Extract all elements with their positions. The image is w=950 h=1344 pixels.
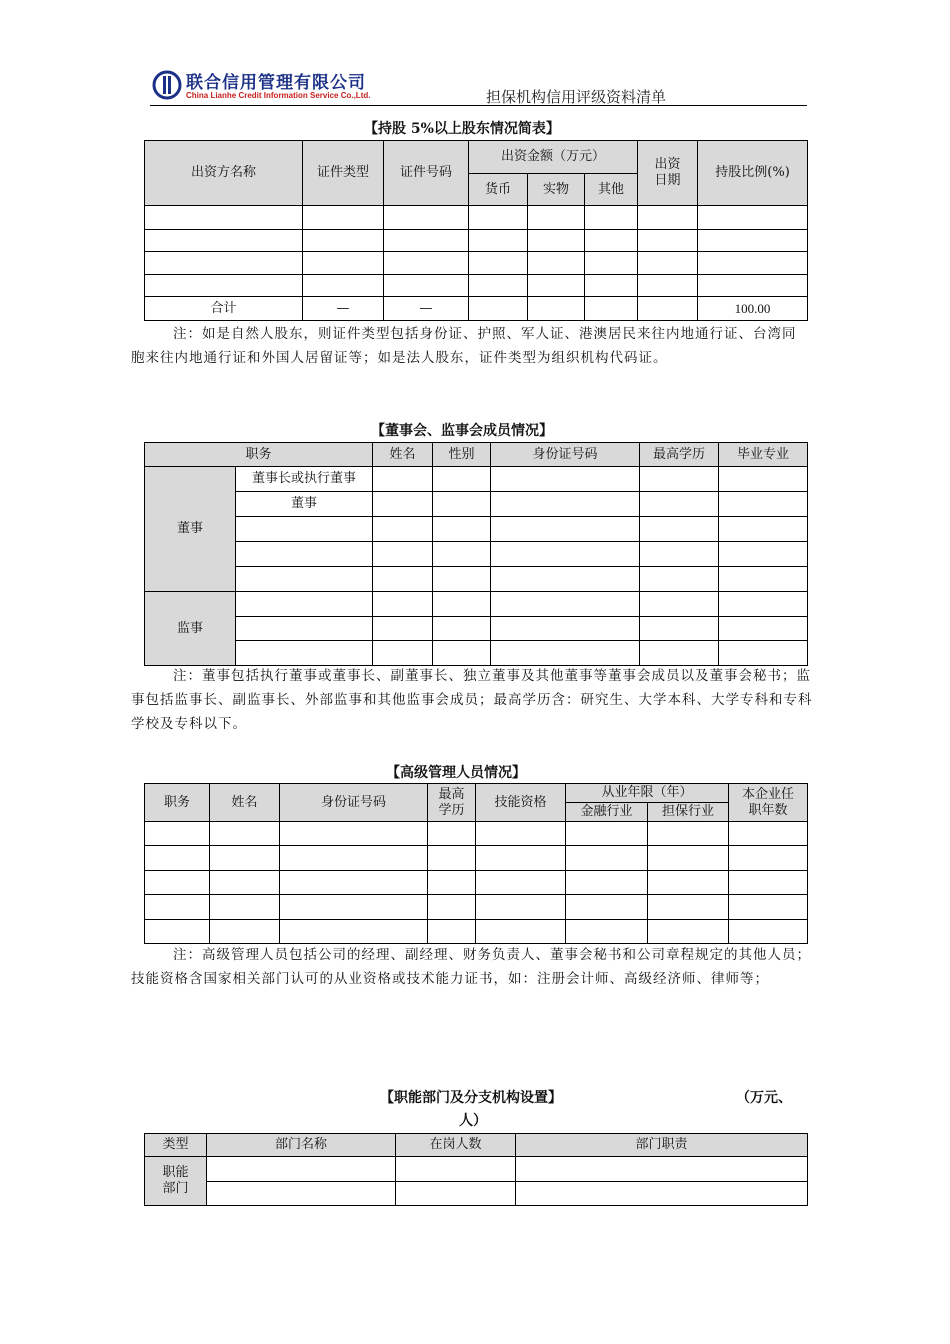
company-name-logo: 联合信用管理有限公司 [186, 73, 366, 93]
total-id-type-dash: — [303, 297, 384, 321]
departments-unit-b: 人） [459, 1113, 487, 1129]
col-header-name: 姓名 [210, 784, 280, 822]
table-row [145, 920, 808, 944]
col-header-name: 姓名 [373, 443, 433, 467]
col-header-date: 出资日期 [638, 141, 698, 206]
table-row [145, 230, 808, 252]
col-header-cash: 货币 [469, 174, 528, 206]
table-row [145, 895, 808, 920]
col-header-amount: 出资金额（万元） [469, 141, 638, 174]
col-header-position: 职务 [145, 443, 373, 467]
shareholders-note: 注：如是自然人股东，则证件类型包括身份证、护照、军人证、港澳居民来往内地通行证、台湾同胞来往内地通行证和外国人居留证等；如是法人股东，证件类型为组织机构代码证。 [131, 326, 797, 366]
company-name-en: China Lianhe Credit Information Service Co.,Ltd. [186, 91, 371, 100]
col-header-staff: 在岗人数 [396, 1134, 516, 1157]
col-header-tenure: 本企业任职年数 [729, 784, 808, 822]
total-ratio: 100.00 [698, 297, 808, 321]
col-header-edu: 最高学历 [640, 443, 719, 467]
col-header-type: 类型 [145, 1134, 207, 1157]
col-header-dept: 部门名称 [207, 1134, 396, 1157]
group-directors: 董事 [145, 467, 236, 592]
departments-title: 【职能部门及分支机构设置】 [380, 1090, 562, 1106]
col-header-years: 从业年限（年） [566, 784, 729, 803]
total-label: 合计 [145, 297, 303, 321]
col-header-other: 其他 [585, 174, 638, 206]
col-header-finance: 金融行业 [566, 803, 648, 822]
table-row [145, 567, 808, 592]
total-row [145, 297, 808, 321]
managers-title: 【高级管理人员情况】 [386, 765, 526, 781]
group-supervisors: 监事 [145, 592, 236, 666]
col-header-name: 出资方名称 [145, 141, 303, 206]
managers-table [144, 783, 808, 944]
table-row [145, 641, 808, 666]
departments-table [144, 1133, 808, 1206]
row-label-director: 董事 [236, 492, 373, 517]
table-row [145, 1182, 808, 1206]
company-logo-icon [152, 70, 182, 100]
col-header-edu: 最高学历 [428, 784, 476, 822]
table-row [145, 275, 808, 297]
col-header-physical: 实物 [528, 174, 585, 206]
document-title: 担保机构信用评级资料清单 [486, 88, 667, 106]
shareholders-table [144, 140, 808, 321]
table-row [145, 517, 808, 542]
col-header-major: 毕业专业 [719, 443, 808, 467]
table-row [145, 252, 808, 275]
board-note: 注：董事包括执行董事或董事长、副董事长、独立董事及其他董事等董事会成员以及董事会秘书；监事包括监事长、副监事长、外部监事和其他监事会成员；最高学历含：研究生、大学本科、大学专科和专科学校及专科以下。 [131, 668, 813, 732]
col-header-gender: 性别 [433, 443, 491, 467]
col-header-qualification: 技能资格 [476, 784, 566, 822]
table-row [145, 871, 808, 895]
col-header-id: 身份证号码 [491, 443, 640, 467]
col-header-id-type: 证件类型 [303, 141, 384, 206]
table-row [145, 846, 808, 871]
managers-note: 注：高级管理人员包括公司的经理、副经理、财务负责人、董事会秘书和公司章程规定的其他人员；技能资格含国家相关部门认可的从业资格或技术能力证书，如：注册会计师、高级经济师、律师等； [131, 947, 811, 987]
row-label-chairman: 董事长或执行董事 [236, 467, 373, 492]
col-header-duty: 部门职责 [516, 1134, 808, 1157]
total-id-no-dash: — [384, 297, 469, 321]
board-title: 【董事会、监事会成员情况】 [371, 423, 553, 439]
col-header-id-no: 证件号码 [384, 141, 469, 206]
col-header-ratio: 持股比例(%) [698, 141, 808, 206]
col-header-guarantee: 担保行业 [648, 803, 729, 822]
table-row [145, 822, 808, 846]
col-header-position: 职务 [145, 784, 210, 822]
row-label-functional: 职能部门 [145, 1157, 207, 1206]
table-row [145, 617, 808, 641]
table-row [145, 542, 808, 567]
board-table [144, 442, 808, 666]
col-header-id: 身份证号码 [280, 784, 428, 822]
header-divider [150, 105, 807, 106]
table-row [145, 206, 808, 230]
departments-unit-a: （万元、 [736, 1090, 792, 1106]
shareholders-title: 【持股 5%以上股东情况简表】 [364, 121, 560, 137]
